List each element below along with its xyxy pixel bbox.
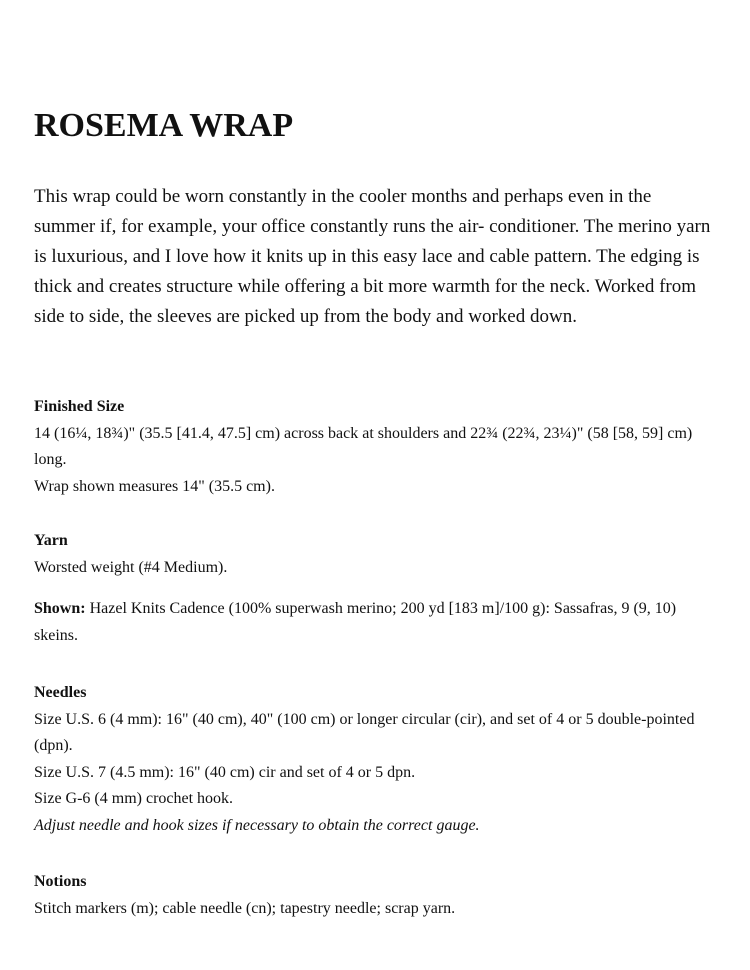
needles-crochet-hook: Size G-6 (4 mm) crochet hook. [34,790,234,807]
notions-heading: Notions [34,873,87,890]
yarn-shown-paragraph [34,596,714,649]
yarn-section [34,528,714,581]
yarn-shown-label: Shown: [34,600,86,617]
needles-size-6: Size U.S. 6 (4 mm): 16" (40 cm), 40" (100 cm) or longer circular (cir), and set of 4 or 5 double-pointed (dpn). [34,710,695,754]
needles-heading: Needles [34,684,87,701]
finished-size-shown: Wrap shown measures 14" (35.5 cm). [34,477,275,495]
yarn-heading: Yarn [34,532,68,549]
page-title: ROSEMA WRAP [34,107,294,144]
yarn-shown-text: Hazel Knits Cadence (100% superwash merino; 200 yd [183 m]/100 g): Sassafras, 9 (9, 10) skeins. [34,600,677,644]
intro-paragraph: This wrap could be worn constantly in the cooler months and perhaps even in the summer if, for example, your office constantly runs the air- conditioner. The merino yarn is luxurious, and I love how it knits up in this easy lace and cable pattern. The edging is thick and creates structure while offering a bit more warmth for the neck. Worked from side to side, the sleeves are picked up from the body and worked down. [34,186,711,327]
needles-size-7: Size U.S. 7 (4.5 mm): 16" (40 cm) cir and set of 4 or 5 dpn. [34,763,416,781]
finished-size-heading: Finished Size [34,398,125,415]
notions-section [34,869,714,922]
needles-section [34,680,714,839]
yarn-shown-section [34,596,714,649]
finished-size-section [34,394,714,500]
finished-size-dimensions: 14 (16¼, 18¾)" (35.5 [41.4, 47.5] cm) across back at shoulders and 22¾ (22¾, 23¼)" (58 [58, 59] cm) long. [34,424,693,468]
notions-list: Stitch markers (m); cable needle (cn); tapestry needle; scrap yarn. [34,899,456,917]
needles-gauge-note: Adjust needle and hook sizes if necessary to obtain the correct gauge. [34,816,480,834]
yarn-weight: Worsted weight (#4 Medium). [34,558,228,576]
